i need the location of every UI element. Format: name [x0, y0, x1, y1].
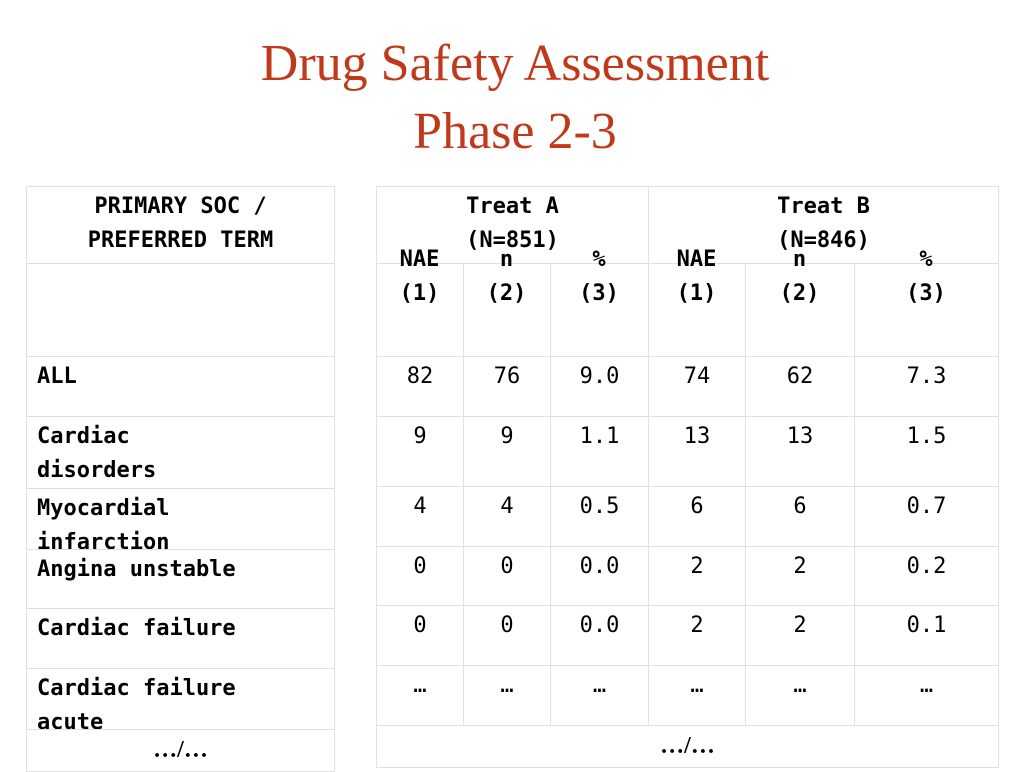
col-header-nae-b: NAE (1)	[676, 247, 717, 306]
table-row	[27, 357, 335, 417]
table-cell: 62	[746, 357, 855, 417]
table-cell: 13	[746, 417, 855, 487]
table-cell: …	[464, 666, 551, 726]
group-a-name: Treat A	[466, 194, 559, 219]
table-cell: …	[551, 666, 649, 726]
table-row	[377, 417, 999, 487]
soc-header-cell	[27, 187, 335, 264]
table-cell: 0.1	[855, 606, 999, 666]
group-b-name: Treat B	[777, 194, 870, 219]
table-cell: 0	[464, 547, 551, 606]
term-label: Cardiac failure	[37, 616, 236, 641]
soc-spacer-row	[27, 264, 335, 357]
table-cell: 0.0	[551, 606, 649, 666]
term-label: Cardiac disorders	[37, 424, 157, 483]
table-cell: 82	[377, 357, 464, 417]
table-cell: 0.7	[855, 487, 999, 547]
table-cell: …	[377, 666, 464, 726]
table-row	[27, 609, 335, 669]
term-label: Angina unstable	[37, 557, 236, 582]
table-cell: 0	[377, 547, 464, 606]
col-header-nae-a: NAE (1)	[399, 247, 440, 306]
table-row	[377, 547, 999, 606]
continuation-marker: …/…	[153, 737, 208, 763]
table-cell: 6	[649, 487, 746, 547]
soc-header	[27, 187, 334, 258]
table-cell: 0	[377, 606, 464, 666]
table-cell: …	[746, 666, 855, 726]
term-label: Cardiac failure acute	[37, 676, 236, 729]
term-label: Myocardial infarction	[37, 496, 170, 549]
soc-header-row	[27, 187, 335, 264]
table-cell: 2	[746, 606, 855, 666]
col-header-n-b: n (2)	[779, 247, 820, 306]
table-cell: 0.2	[855, 547, 999, 606]
table-cell: 74	[649, 357, 746, 417]
table-row	[27, 669, 335, 730]
table-cell: 7.3	[855, 357, 999, 417]
table-cell: 9	[377, 417, 464, 487]
col-header-pct-b: % (3)	[906, 247, 946, 306]
table-row	[377, 487, 999, 547]
col-header-pct-a: % (3)	[579, 247, 619, 306]
col-header-n-a: n (2)	[486, 247, 527, 306]
table-row	[27, 417, 335, 489]
table-cell: …	[649, 666, 746, 726]
soc-term-table	[26, 186, 335, 772]
table-cell: 2	[649, 606, 746, 666]
continuation-marker: …/…	[660, 733, 715, 759]
table-cell: 0.5	[551, 487, 649, 547]
title-line-1: Drug Safety Assessment	[260, 35, 770, 92]
table-row	[27, 550, 335, 609]
table-row	[377, 606, 999, 666]
table-row	[377, 666, 999, 726]
table-footer-row	[377, 726, 999, 768]
soc-header-line1: PRIMARY SOC /	[94, 194, 267, 219]
table-cell: 1.5	[855, 417, 999, 487]
table-cell: 0	[464, 606, 551, 666]
group-a-count: (N=851)	[466, 228, 559, 253]
table-cell: 9	[464, 417, 551, 487]
table-row	[377, 357, 999, 417]
slide-title	[0, 30, 1024, 166]
table-cell: 4	[464, 487, 551, 547]
table-cell: 0.0	[551, 547, 649, 606]
table-cell: 2	[649, 547, 746, 606]
term-label: ALL	[37, 364, 77, 389]
table-cell: 76	[464, 357, 551, 417]
title-line-2: Phase 2-3	[413, 103, 617, 160]
table-cell: 13	[649, 417, 746, 487]
soc-spacer-cell	[27, 264, 335, 357]
table-cell: 1.1	[551, 417, 649, 487]
table-footer-row	[27, 730, 335, 772]
table-cell: 6	[746, 487, 855, 547]
table-row	[27, 489, 335, 550]
table-cell: …	[855, 666, 999, 726]
group-b-count: (N=846)	[777, 228, 870, 253]
soc-header-line2: PREFERRED TERM	[87, 228, 274, 253]
table-cell: 9.0	[551, 357, 649, 417]
table-cell: 2	[746, 547, 855, 606]
table-cell: 4	[377, 487, 464, 547]
